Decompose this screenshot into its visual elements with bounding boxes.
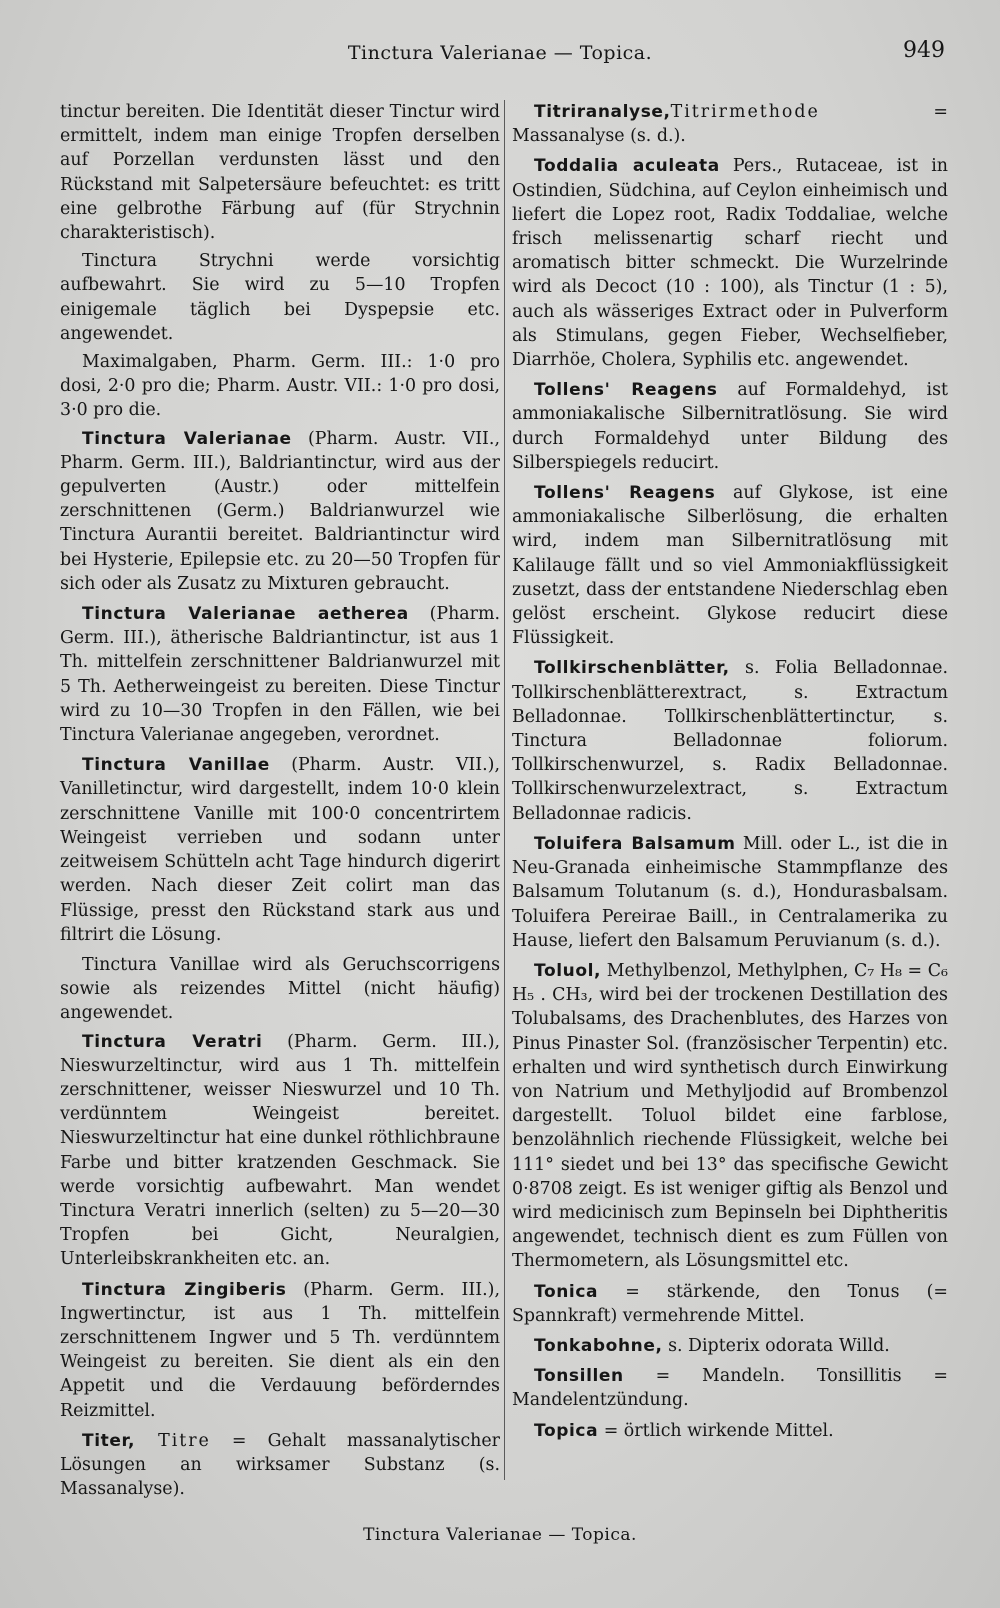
entry-headword: Tollens' Reagens xyxy=(534,483,716,504)
dictionary-entry xyxy=(512,656,948,825)
dictionary-entry xyxy=(512,1280,948,1328)
dictionary-entry xyxy=(60,1278,500,1423)
entry-headword: Titer, xyxy=(82,1430,136,1451)
entry-text: auf Glykose, ist eine ammoniakalische Silberlösung, die erhalten wird, indem man Silbernitratlösung mit Kalilauge fällt und so viel Ammoniakflüssigkeit zusetzt, dass der entstandene Niederschlag eben gelöst erscheint. Glykose reducirt diese Flüssigkeit. xyxy=(512,483,948,649)
entry-text: = örtlich wirkende Mittel. xyxy=(598,1420,834,1441)
dictionary-entry xyxy=(512,154,948,372)
entry-headword: Tollens' Reagens xyxy=(534,380,718,401)
dictionary-entry xyxy=(60,753,500,947)
paragraph: Tinctura Strychni werde vorsichtig aufbewahrt. Sie wird zu 5—10 Tropfen einigemale täglich bei Dyspepsie etc. angewendet. xyxy=(60,251,500,344)
entry-headword: Tonsillen xyxy=(534,1366,624,1387)
dictionary-entry xyxy=(512,959,948,1274)
entry-text: = Mandeln. Tonsillitis = Mandelentzündung. xyxy=(512,1366,948,1411)
entry-text: s. Dipterix odorata Willd. xyxy=(662,1335,890,1356)
entry-headword: Toluol, xyxy=(534,960,602,981)
dictionary-entry xyxy=(512,1334,948,1358)
entry-headword: Toddalia aculeata xyxy=(534,156,720,177)
right-column xyxy=(512,100,948,1449)
entry-headword: Tinctura Vanillae xyxy=(82,755,270,776)
entry-headword: Topica xyxy=(534,1420,599,1441)
entry-headword: Tinctura Zingiberis xyxy=(82,1279,287,1300)
entry-text: (Pharm. Germ. III.), Nieswurzeltinctur, wird aus 1 Th. mittelfein zerschnittener, weisser Nieswurzel und 10 Th. verdünntem Weingeist bereitet. Nieswurzeltinctur hat eine dunkel röthlichbraune Farbe und bitter kratzenden Geschmack. Sie werde vorsichtig aufbewahrt. Man wendet Tinctura Veratri innerlich (selten) zu 5—20—30 Tropfen bei Gicht, Neuralgien, Unterleibskrankheiten etc. an. xyxy=(60,1031,501,1270)
entry-text: (Pharm. Germ. III.), ätherische Baldriantinctur, ist aus 1 Th. mittelfein zerschnittener Baldrianwurzel mit 5 Th. Aetherweingeist zu bereiten. Diese Tinctur wird zu 10—30 Tropfen in den Fällen, wie bei Tinctura Valerianae angegeben, verordnet. xyxy=(60,604,500,746)
column-divider xyxy=(504,100,505,1480)
entry-text: Mill. oder L., ist die in Neu-Granada einheimische Stammpflanze des Balsamum Tolutanum (s. d.), Hondurasbalsam. Toluifera Pereirae Baill., in Centralamerika zu Hause, liefert den Balsamum Peruvianum (s. d.). xyxy=(512,833,948,951)
entry-headword: Tonica xyxy=(534,1281,599,1302)
entry-text: (Pharm. Germ. III.), Ingwertinctur, ist aus 1 Th. mittelfein zerschnittenem Ingwer und 5 Th. verdünntem Weingeist zu bereiten. Sie dient als ein den Appetit und die Verdauung beförderndes Reizmittel. xyxy=(60,1279,500,1421)
entry-text: s. Folia Belladonnae. Tollkirschenblätterextract, s. Extractum Belladonnae. Tollkirschenblättertinctur, s. Tinctura Belladonnae foliorum. Tollkirschenwurzel, s. Radix Belladonnae. Tollkirschenwurzelextract, s. Extractum Belladonnae radicis. xyxy=(512,658,948,824)
entry-text: (Pharm. Austr. VII., Pharm. Germ. III.), Baldriantinctur, wird aus der gepulverten (Austr.) oder mittelfein zerschnittenen (Germ.) Baldrianwurzel wie Tinctura Aurantii bereitet. Baldriantinctur wird bei Hysterie, Epilepsie etc. zu 20—50 Tropfen für sich oder als Zusatz zu Mixturen gebraucht. xyxy=(60,428,500,594)
entry-headword: Tinctura Valerianae xyxy=(82,428,292,449)
entry-text: = Gehalt massanalytischer Lösungen an wirksamer Substanz (s. Massanalyse). xyxy=(60,1430,500,1500)
dictionary-entry xyxy=(512,481,948,650)
dictionary-entry xyxy=(60,1030,500,1272)
entry-headword: Tinctura Valerianae aetherea xyxy=(82,604,409,625)
entry-text: Pers., Rutaceae, ist in Ostindien, Südchina, auf Ceylon einheimisch und liefert die Lopez root, Radix Toddaliae, welche frisch melissenartig scharf riecht und aromatisch bitter schmeckt. Die Wurzelrinde wird als Decoct (10 : 100), als Tinctur (1 : 5), auch als wässeriges Extract oder in Pulverform als Stimulans, gegen Fieber, Wechselfieber, Diarrhöe, Cholera, Syphilis etc. angewendet. xyxy=(512,156,948,371)
entry-text: (Pharm. Austr. VII.), Vanilletinctur, wird dargestellt, indem 10·0 klein zerschnittene Vanille mit 100·0 concentrirtem Weingeist verrieben und sodann unter zeitweisem Schütteln acht Tage hindurch digerirt werden. Nach dieser Zeit colirt man das Flüssige, presst den Rückstand stark aus und filtrirt die Lösung. xyxy=(60,755,500,945)
dictionary-entry xyxy=(60,1429,500,1502)
entry-headword: Tonkabohne, xyxy=(534,1335,663,1356)
dictionary-entry xyxy=(60,602,500,747)
dictionary-entry xyxy=(512,100,948,148)
entry-synonym: Titrirmethode xyxy=(670,102,820,122)
left-column xyxy=(60,100,500,1507)
paragraph: Tinctura Vanillae wird als Geruchscorrigens sowie als reizendes Mittel (nicht häufig) angewendet. xyxy=(60,954,500,1024)
running-head: Tinctura Valerianae — Topica. xyxy=(347,42,653,64)
paragraph: Maximalgaben, Pharm. Germ. III.: 1·0 pro dosi, 2·0 pro die; Pharm. Austr. VII.: 1·0 pro dosi, 3·0 pro die. xyxy=(60,352,500,421)
entry-headword: Toluifera Balsamum xyxy=(534,833,736,854)
entry-headword: Tinctura Veratri xyxy=(82,1031,263,1052)
dictionary-entry xyxy=(512,832,948,953)
paragraph: tinctur bereiten. Die Identität dieser Tinctur wird ermittelt, indem man einige Tropfen derselben auf Porzellan verdunsten lässt und den Rückstand mit Salpetersäure befeuchtet: es tritt eine gelbrothe Färbung auf (für Strychnin charakteristisch). xyxy=(60,102,500,244)
dictionary-entry xyxy=(512,1419,948,1443)
dictionary-entry xyxy=(512,378,948,475)
page-footer: Tinctura Valerianae — Topica. xyxy=(363,1525,637,1545)
entry-text: Methylbenzol, Methylphen, C₇ H₈ = C₆ H₅ . CH₃, wird bei der trockenen Destillation des Tolubalsams, des Drachenblutes, des Harzes von Pinus Pinaster Sol. (französischer Terpentin) etc. erhalten und wird synthetisch durch Einwirkung von Natrium und Methyljodid auf Brombenzol dargestellt. Toluol bildet eine farblose, benzolähnlich riechende Flüssigkeit, welche bei 111° siedet und bei 13° das specifische Gewicht 0·8708 zeigt. Es ist weniger giftig als Benzol und wird medicinisch zum Bepinseln bei Diphtheritis angewendet, technisch dient es zum Füllen von Thermometern, als Lösungsmittel etc. xyxy=(512,960,948,1272)
page-number: 949 xyxy=(903,38,945,63)
entry-headword: Tollkirschenblätter, xyxy=(534,658,730,679)
dictionary-entry xyxy=(512,1364,948,1412)
entry-text: = stärkende, den Tonus (= Spannkraft) vermehrende Mittel. xyxy=(512,1281,948,1326)
entry-text: auf Formaldehyd, ist ammoniakalische Silbernitratlösung. Sie wird durch Formaldehyd unter Bildung des Silberspiegels reducirt. xyxy=(512,380,948,473)
entry-synonym: Titre xyxy=(135,1430,211,1451)
entry-headword: Titriranalyse, xyxy=(534,102,671,122)
entry-text: = Massanalyse (s. d.). xyxy=(512,102,948,147)
dictionary-entry xyxy=(60,427,500,596)
